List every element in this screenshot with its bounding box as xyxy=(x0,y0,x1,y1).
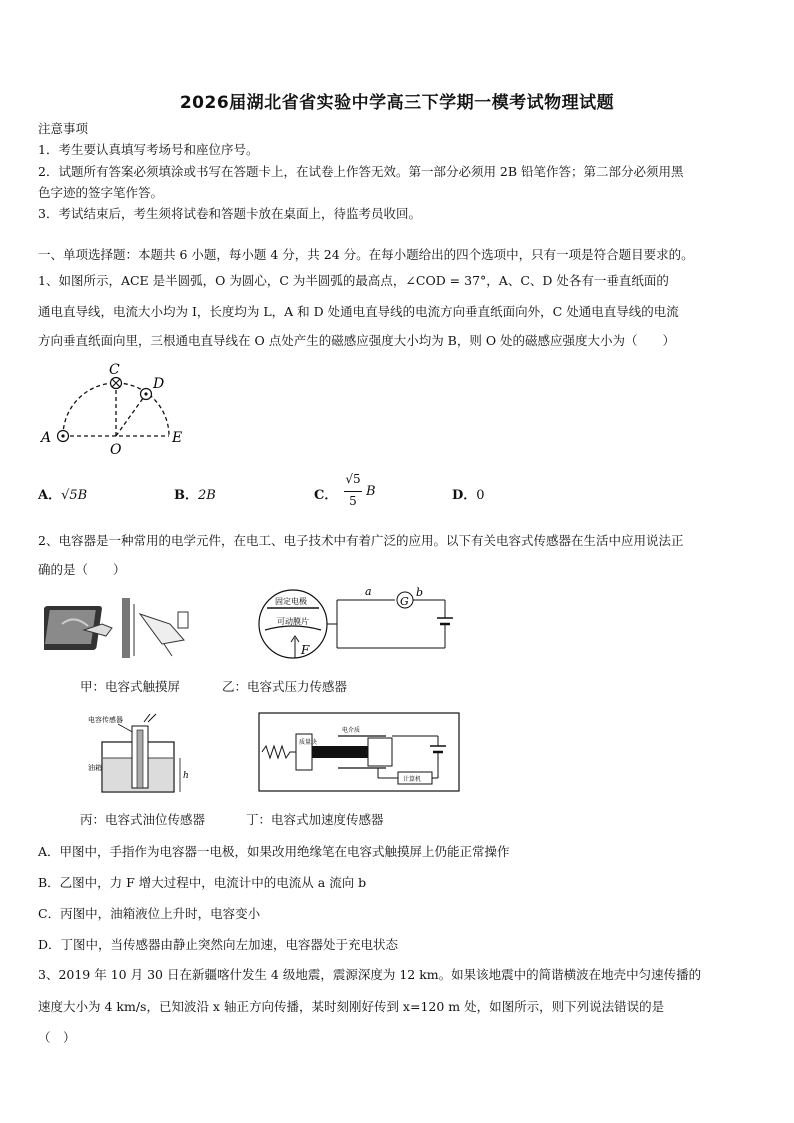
page-title: 2026届湖北省省实验中学高三下学期一模考试物理试题 xyxy=(179,93,615,113)
movable-membrane-label: 可动膜片 xyxy=(277,617,309,626)
question-1-text: 方向垂直纸面向里，三根通电直导线在 O 点处产生的磁感应强度大小均为 B，则 O 处的磁感应强度大小为（ ） xyxy=(38,333,676,348)
notice-item: 1．考生要认真填写考场号和座位序号。 xyxy=(38,142,259,157)
question-3-text: 速度大小为 4 km/s，已知波沿 x 轴正方向传播，某时刻刚好传到 x=120 m 处，如图所示，则下列说法错误的是 xyxy=(38,999,665,1014)
notice-item: 2．试题所有答案必须填涂或书写在答题卡上，在试卷上作答无效。第一部分必须用 2B 铅笔作答；第二部分必须用黑 xyxy=(38,164,684,179)
dielectric-label: 电介质 xyxy=(342,727,361,734)
terminal-b: b xyxy=(416,586,424,599)
q2-option-a: A．甲图中，手指作为电容器一电极，如果改用绝缘笔在电容式触摸屏上仍能正常操作 xyxy=(38,844,510,859)
sensor-label: 电容传感器 xyxy=(88,716,123,724)
q2-option-d: D．丁图中，当传感器由静止突然向左加速，电容器处于充电状态 xyxy=(38,937,399,952)
option-a: A．√5B xyxy=(38,488,88,503)
question-2-text: 2、电容器是一种常用的电学元件，在电工、电子技术中有着广泛的应用。以下有关电容式传感器在生活中应用说法正 xyxy=(38,533,684,548)
option-d: D．0 xyxy=(452,488,485,503)
caption-jia: 甲：电容式触摸屏 xyxy=(80,679,181,694)
notice-item: 色字迹的签字笔作答。 xyxy=(38,185,164,200)
semicircle-figure xyxy=(36,358,196,458)
label-c: C xyxy=(109,362,120,378)
q2-option-c: C．丙图中，油箱液位上升时，电容变小 xyxy=(38,906,261,921)
terminal-a: a xyxy=(365,586,372,598)
oil-tank-label: 油箱 xyxy=(88,764,102,772)
oil-level-figure xyxy=(88,712,198,794)
label-d: D xyxy=(153,376,165,392)
caption-bing: 丙：电容式油位传感器 xyxy=(80,812,206,827)
pressure-sensor-figure xyxy=(255,586,455,664)
section-heading: 一、单项选择题：本题共 6 小题，每小题 4 分，共 24 分。在每小题给出的四个选项中，只有一项是符合题目要求的。 xyxy=(38,247,694,262)
question-2-text: 确的是（ ） xyxy=(38,562,126,577)
question-3-text: 3、2019 年 10 月 30 日在新疆喀什发生 4 级地震，震源深度为 12 km。如果该地震中的简谐横波在地壳中匀速传播的 xyxy=(38,967,702,982)
label-e: E xyxy=(172,430,183,446)
label-a: A xyxy=(41,430,52,446)
force-label: F xyxy=(301,643,310,657)
caption-yi: 乙：电容式压力传感器 xyxy=(222,679,348,694)
question-1-text: 1、如图所示，ACE 是半圆弧，O 为圆心，C 为半圆弧的最高点，∠COD = 37°，A、C、D 处各有一垂直纸面的 xyxy=(38,273,669,288)
question-3-text: （ ） xyxy=(38,1030,76,1045)
height-label: h xyxy=(183,771,189,781)
question-1-text: 通电直导线，电流大小均为 I，长度均为 L，A 和 D 处通电直导线的电流方向垂直纸面向外，C 处通电直导线的电流 xyxy=(38,304,679,319)
notice-heading: 注意事项 xyxy=(38,121,89,136)
caption-ding: 丁：电容式加速度传感器 xyxy=(246,812,384,827)
notice-item: 3．考试结束后，考生须将试卷和答题卡放在桌面上，待监考员收回。 xyxy=(38,206,421,221)
touchscreen-figure xyxy=(44,594,234,664)
computer-label: 计算机 xyxy=(403,776,422,783)
label-o: O xyxy=(110,442,122,458)
q2-option-b: B．乙图中，力 F 增大过程中，电流计中的电流从 a 流向 b xyxy=(38,875,367,890)
galvanometer-g: G xyxy=(400,595,409,608)
fixed-electrode-label: 固定电极 xyxy=(275,597,307,606)
option-b: B．2B xyxy=(174,488,216,503)
acceleration-sensor-figure xyxy=(258,712,460,794)
mass-label: 质量块 xyxy=(299,739,318,746)
